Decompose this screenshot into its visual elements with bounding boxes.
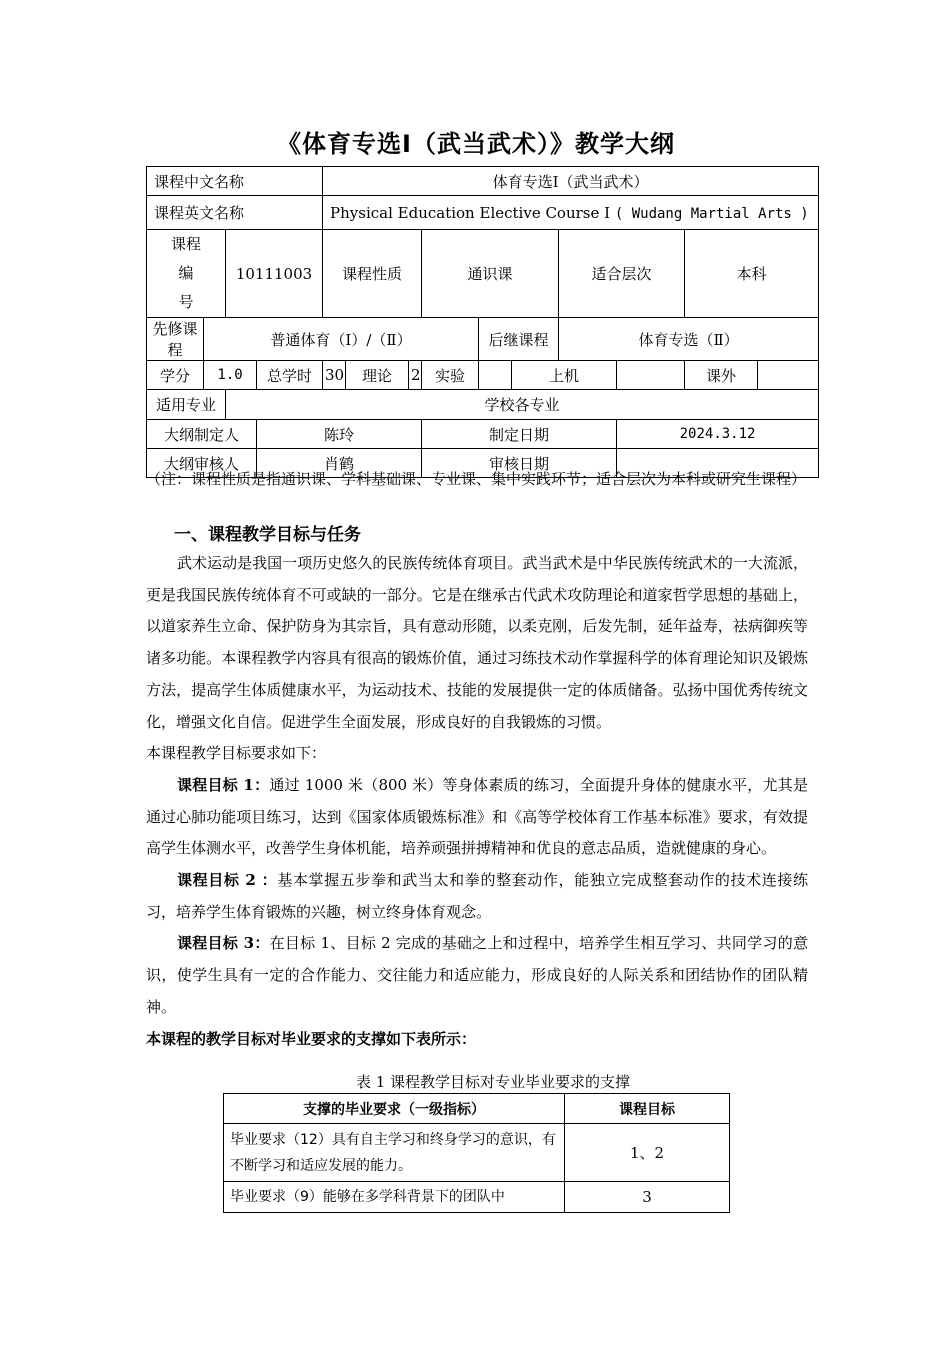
table-row (224, 1124, 730, 1182)
row-major (147, 390, 819, 420)
major-label: 适用专业 (147, 390, 226, 420)
credit-label: 学分 (147, 361, 204, 390)
row-prereq (147, 318, 819, 361)
row-code (147, 230, 819, 318)
lab-value (479, 361, 512, 390)
code-label-line2: 编 (178, 264, 194, 282)
prereq-value: 普通体育（Ⅰ）/（Ⅱ） (204, 318, 479, 361)
support-table (223, 1093, 730, 1213)
row-en-name (147, 196, 819, 230)
table-row (224, 1182, 730, 1213)
goal1-text: 通过 1000 米（800 米）等身体素质的练习，全面提升身体的健康水平，尤其是通过心肺功能项目练习，达到《国家体质锻炼标准》和《高等学校体育工作基本标准》要求，有效提高学生体测水平，改善学生身体机能，培养顽强拼搏精神和优良的意志品质，造就健康的身心。 (146, 775, 808, 858)
follow-value: 体育专选（Ⅱ） (559, 318, 819, 361)
extra-label: 课外 (685, 361, 758, 390)
code-label (147, 230, 226, 318)
en-name-label: 课程英文名称 (147, 196, 323, 230)
follow-label: 后继课程 (479, 318, 559, 361)
hours-value: 30 (323, 361, 346, 390)
cn-name-label: 课程中文名称 (147, 167, 323, 196)
date-value: 2024.3.12 (617, 420, 819, 449)
goal1-label: 课程目标 1： (177, 775, 270, 794)
theory-label: 理论 (346, 361, 409, 390)
table1-caption: 表 1 课程教学目标对专业毕业要求的支撑 (355, 1073, 631, 1091)
table-note: （注：课程性质是指通识课、学科基础课、专业课、集中实践环节；适合层次为本科或研究生课程） (146, 470, 807, 488)
extra-value (758, 361, 819, 390)
section-body (146, 548, 808, 1055)
goal2-label: 课程目标 2 ： (177, 871, 278, 890)
intro-paragraph: 武术运动是我国一项历史悠久的民族传统体育项目。武当武术是中华民族传统武术的一大流派，更是我国民族传统体育不可或缺的一部分。它是在继承古代武术攻防理论和道家哲学思想的基础上，以道家养生立命、保护防身为其宗旨，具有意动形随，以柔克刚，后发先制，延年益寿，祛病御疾等诸多功能。本课程教学内容具有很高的锻炼价值，通过习练技术动作掌握科学的体育理论知识及锻炼方法，提高学生体质健康水平，为运动技术、技能的发展提供一定的体质储备。弘扬中国优秀传统文化，增强文化自信。促进学生全面发展，形成良好的自我锻炼的习惯。 (146, 554, 808, 731)
level-label: 适合层次 (559, 230, 685, 318)
nature-label: 课程性质 (323, 230, 422, 318)
en-name-main: Physical Education Elective Course Ⅰ (330, 203, 611, 222)
lab-label: 实验 (422, 361, 479, 390)
reviewer-value: 肖鹤 (257, 449, 422, 478)
hours-label: 总学时 (257, 361, 323, 390)
row-author (147, 420, 819, 449)
course-info-table (146, 166, 819, 478)
goal-cell: 1、2 (565, 1124, 730, 1182)
section-heading: 一、课程教学目标与任务 (174, 525, 361, 545)
review-date-label: 审核日期 (422, 449, 617, 478)
author-value: 陈玲 (257, 420, 422, 449)
goal2-paragraph (146, 865, 808, 928)
goal2-text: 基本掌握五步拳和武当太和拳的整套动作，能独立完成整套动作的技术连接练习，培养学生体育锻炼的兴趣，树立终身体育观念。 (146, 871, 808, 921)
credit-value: 1.0 (204, 361, 257, 390)
theory-value: 2 (409, 361, 422, 390)
goal3-paragraph (146, 928, 808, 1023)
support-heading: 本课程的教学目标对毕业要求的支撑如下表所示： (146, 1029, 477, 1048)
goals-intro: 本课程教学目标要求如下： (146, 744, 327, 763)
header-requirement: 支撑的毕业要求（一级指标） (224, 1094, 565, 1124)
prereq-label: 先修课程 (147, 318, 204, 361)
code-label-line3: 号 (178, 293, 194, 311)
code-label-line1: 课程 (170, 235, 201, 253)
date-label: 制定日期 (422, 420, 617, 449)
en-name-sub: ( Wudang Martial Arts ) (614, 205, 809, 222)
code-value: 10111003 (226, 230, 323, 318)
support-table-header (224, 1094, 730, 1124)
row-hours (147, 361, 819, 390)
goal3-label: 课程目标 3： (177, 934, 270, 953)
goal3-text: 在目标 1、目标 2 完成的基础之上和过程中，培养学生相互学习、共同学习的意识，使学生具有一定的合作能力、交往能力和适应能力，形成良好的人际关系和团结协作的团队精神。 (146, 934, 808, 1016)
header-goal: 课程目标 (565, 1094, 730, 1124)
level-value: 本科 (685, 230, 819, 318)
row-cn-name (147, 167, 819, 196)
cn-name-value: 体育专选Ⅰ（武当武术） (323, 167, 819, 196)
goal1-paragraph (146, 770, 808, 865)
nature-value: 通识课 (422, 230, 559, 318)
major-value: 学校各专业 (226, 390, 819, 420)
en-name-value (323, 196, 819, 230)
computer-label: 上机 (512, 361, 617, 390)
requirement-cell: 毕业要求（9）能够在多学科背景下的团队中 (224, 1182, 565, 1213)
computer-value (617, 361, 685, 390)
requirement-cell: 毕业要求（12）具有自主学习和终身学习的意识，有不断学习和适应发展的能力。 (224, 1124, 565, 1182)
goal-cell: 3 (565, 1182, 730, 1213)
reviewer-label: 大纲审核人 (147, 449, 257, 478)
author-label: 大纲制定人 (147, 420, 257, 449)
document-title: 《体育专选Ⅰ（武当武术）》教学大纲 (277, 130, 675, 158)
